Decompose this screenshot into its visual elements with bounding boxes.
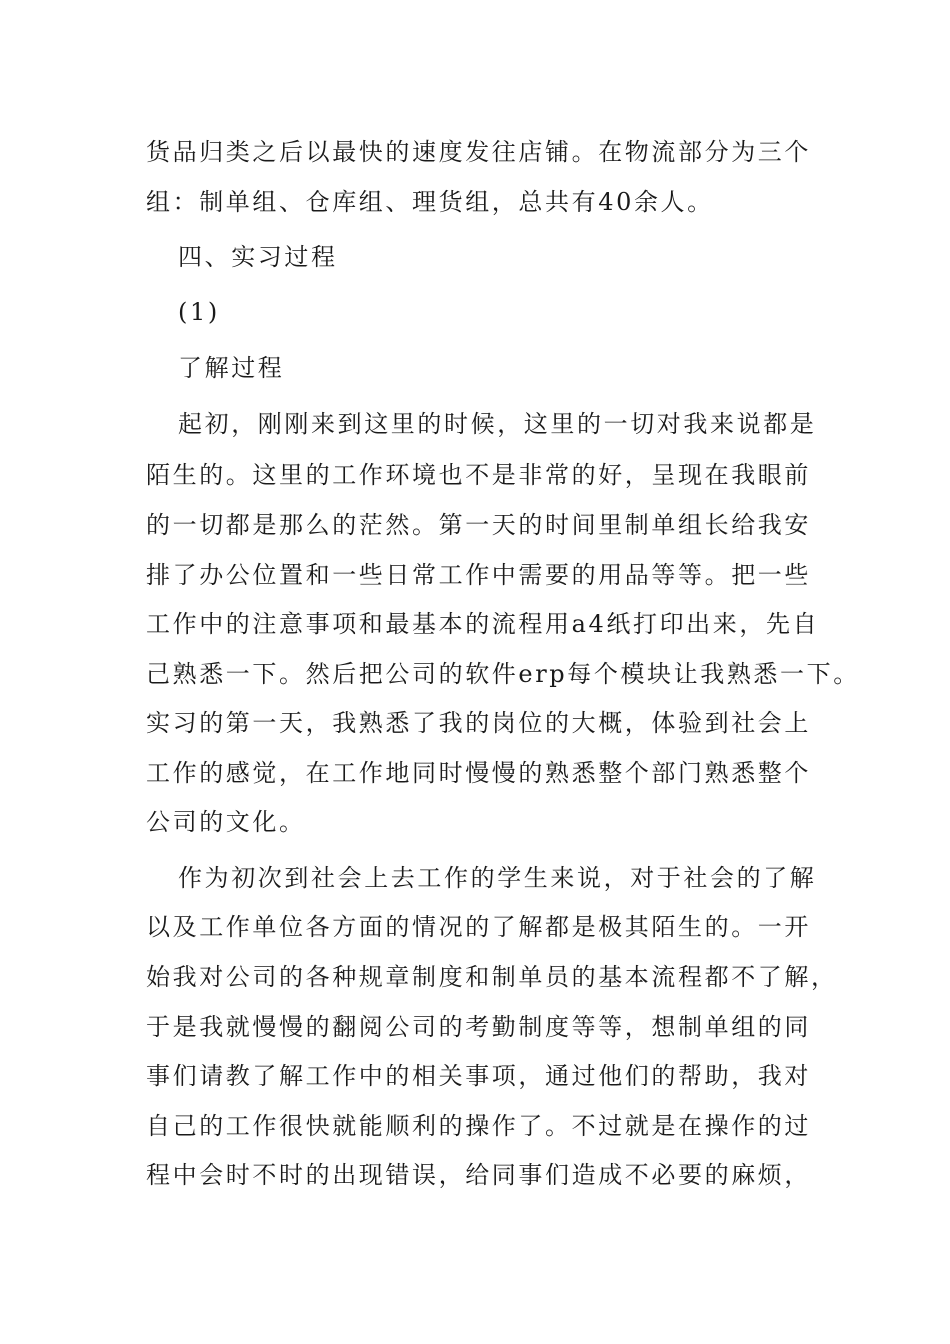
paragraph-1-line-4: 排了办公位置和一些日常工作中需要的用品等等。把一些 bbox=[146, 561, 811, 589]
paragraph-1-line-5: 工作中的注意事项和最基本的流程用a4纸打印出来，先自 bbox=[146, 610, 820, 638]
paragraph-1-line-6: 己熟悉一下。然后把公司的软件erp每个模块让我熟悉一下。 bbox=[146, 660, 860, 688]
text-line-1: 货品归类之后以最快的速度发往店铺。在物流部分为三个 bbox=[146, 138, 811, 166]
paragraph-2-line-2: 以及工作单位各方面的情况的了解都是极其陌生的。一开 bbox=[146, 913, 811, 941]
paragraph-1-line-8: 工作的感觉，在工作地同时慢慢的熟悉整个部门熟悉整个 bbox=[146, 759, 811, 787]
paragraph-1-line-1: 起初，刚刚来到这里的时候，这里的一切对我来说都是 bbox=[178, 410, 817, 438]
paragraph-2-line-5: 事们请教了解工作中的相关事项，通过他们的帮助，我对 bbox=[146, 1062, 811, 1090]
paragraph-2-line-4: 于是我就慢慢的翻阅公司的考勤制度等等，想制单组的同 bbox=[146, 1013, 811, 1041]
paragraph-2-line-7: 程中会时不时的出现错误，给同事们造成不必要的麻烦， bbox=[146, 1161, 811, 1189]
paragraph-2-line-3: 始我对公司的各种规章制度和制单员的基本流程都不了解， bbox=[146, 963, 838, 991]
paragraph-2-line-1: 作为初次到社会上去工作的学生来说，对于社会的了解 bbox=[178, 864, 817, 892]
paragraph-1-line-3: 的一切都是那么的茫然。第一天的时间里制单组长给我安 bbox=[146, 511, 811, 539]
subsection-number: (1) bbox=[178, 298, 220, 326]
subsection-title: 了解过程 bbox=[178, 354, 285, 382]
text-line-2: 组：制单组、仓库组、理货组，总共有40余人。 bbox=[146, 188, 714, 216]
paragraph-2-line-6: 自己的工作很快就能顺利的操作了。不过就是在操作的过 bbox=[146, 1112, 811, 1140]
paragraph-1-line-2: 陌生的。这里的工作环境也不是非常的好，呈现在我眼前 bbox=[146, 461, 811, 489]
paragraph-1-line-7: 实习的第一天，我熟悉了我的岗位的大概，体验到社会上 bbox=[146, 709, 811, 737]
paragraph-1-line-9: 公司的文化。 bbox=[146, 808, 306, 836]
section-heading: 四、实习过程 bbox=[178, 243, 338, 271]
